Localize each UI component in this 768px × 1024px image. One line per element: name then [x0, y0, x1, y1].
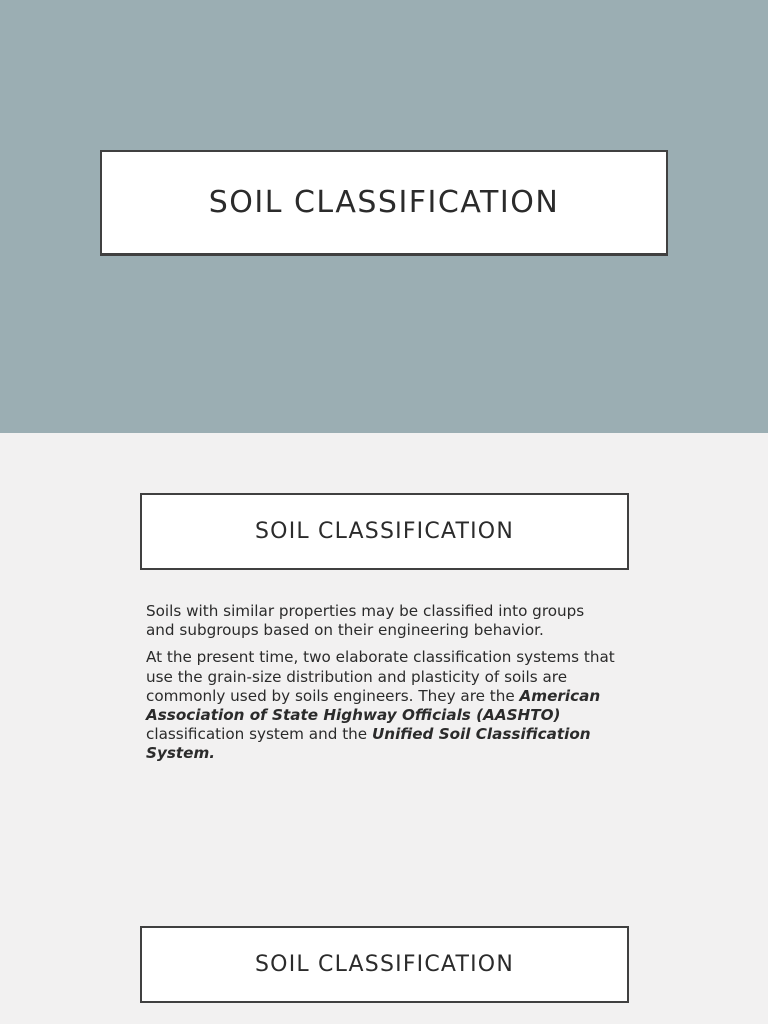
- body-text: [146, 602, 616, 772]
- hero-title-box: [100, 150, 668, 256]
- hero-slide: [0, 0, 768, 433]
- section-title-box-second: [140, 926, 629, 1003]
- section-title-box: [140, 493, 629, 570]
- paragraph-two-middle: classification system and the: [146, 725, 372, 744]
- paragraph-one: Soils with similar properties may be classified into groups and subgroups based on their engineering behavior.: [146, 602, 585, 640]
- section-title: SOIL CLASSIFICATION: [255, 519, 514, 544]
- hero-title: SOIL CLASSIFICATION: [208, 185, 560, 220]
- aashto-system-name: American Association of State Highway Officials (AASHTO): [146, 686, 601, 725]
- paragraph-two-intro: At the present time, two elaborate classification systems that use the grain-size distribution and plasticity of soils are commonly used by soils engineers. They are the: [146, 648, 615, 705]
- unified-system-name: Unified Soil Classification System.: [146, 725, 591, 763]
- section-title-second: SOIL CLASSIFICATION: [255, 952, 514, 977]
- paragraph-two: [146, 648, 616, 763]
